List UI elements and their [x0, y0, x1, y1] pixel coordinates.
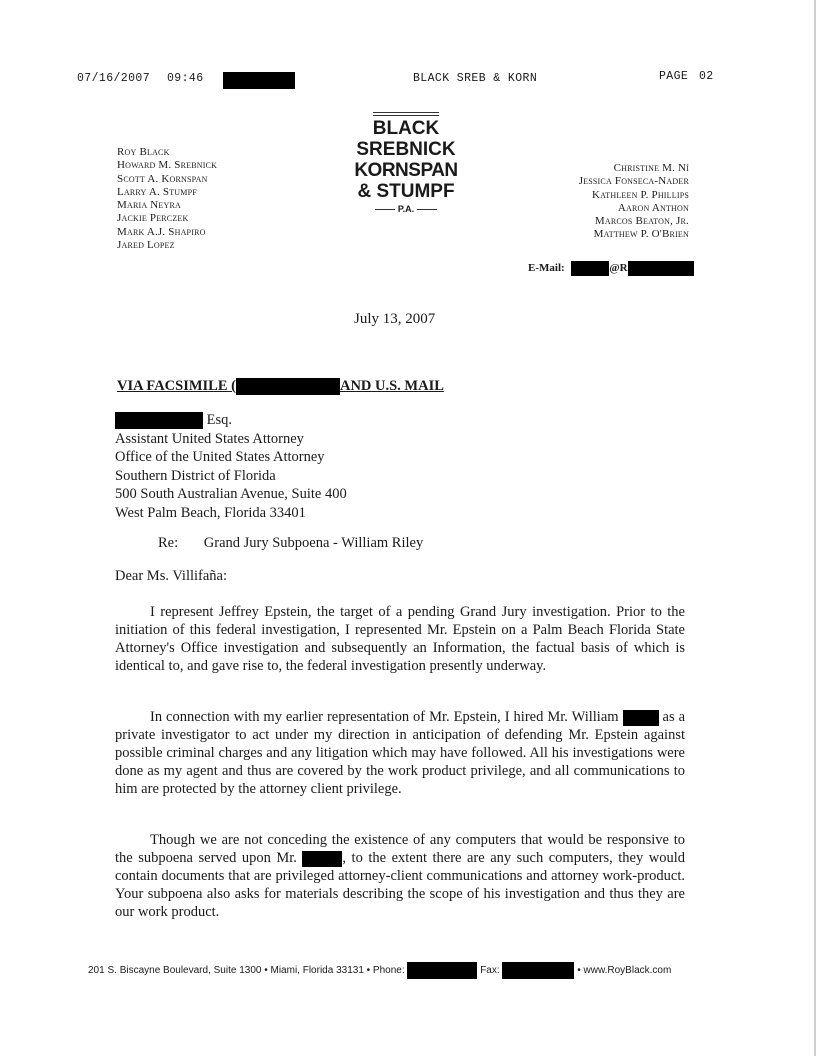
footer-fax-label: Fax:	[480, 965, 500, 977]
footer	[88, 962, 671, 979]
redaction-box	[623, 710, 659, 726]
attorney-name: Roy Black	[117, 146, 170, 158]
via-text-2: AND U.S. MAIL	[339, 378, 444, 394]
paragraph-2-text: as a private investigator to act under my direction in anticipation of defending Mr. Epstein against possible criminal charges and any litigation which may have followed. All his investigations were done as my agent and thus are covered by the work product privilege, and all communications to him are protected by the attorney client privilege.	[115, 709, 686, 797]
email-label: E-Mail:	[528, 262, 565, 275]
attorney-name: Scott A. Kornspan	[117, 172, 208, 185]
attorney-name: Christine M. Ní	[613, 162, 689, 174]
attorney-name: Marcos Beaton, Jr.	[594, 215, 689, 228]
paragraph-3-text: , to the extent there are any such computers, they would contain documents that are privileged attorney-client communications and attorney work-product. Your subpoena also asks for materials describing the scope of his investigation and thus they are our work product.	[115, 850, 685, 920]
paragraph-2	[115, 708, 685, 798]
via-text-1: VIA FACSIMILE (	[117, 378, 236, 394]
logo-line: KORNSPAN	[354, 160, 458, 181]
recipient-block	[115, 411, 347, 522]
attorney-name: Aaron Anthon	[617, 201, 689, 214]
left-attorney-list	[117, 146, 217, 252]
footer-address: 201 S. Biscayne Boulevard, Suite 1300 • Miami, Florida 33131 • Phone:	[88, 965, 405, 977]
paragraph-3	[115, 831, 685, 921]
address-line: Office of the United States Attorney	[115, 449, 325, 465]
delivery-method	[117, 378, 444, 395]
logo-line: & STUMPF	[357, 181, 455, 202]
re-label: Re:	[158, 535, 179, 551]
re-subject: Grand Jury Subpoena - William Riley	[203, 535, 424, 551]
logo-line: SREBNICK	[356, 139, 456, 160]
letter-date: July 13, 2007	[354, 311, 436, 327]
attorney-name: Jackie Perczek	[117, 212, 189, 225]
paragraph-3-text: Though we are not conceding the existence of any computers that would be responsive to the subpoena served upon Mr.	[115, 832, 685, 866]
re-line	[158, 535, 423, 552]
redaction-box	[223, 72, 295, 89]
attorney-name: Kathleen P. Phillips	[592, 188, 689, 201]
attorney-name: Jessica Fonseca-Nader	[578, 175, 689, 188]
fax-date: 07/16/2007	[77, 72, 151, 85]
attorney-name: Howard M. Srebnick	[117, 159, 218, 172]
firm-logo	[346, 112, 466, 215]
fax-sender: BLACK SREB & KORN	[413, 72, 538, 85]
redaction-box	[236, 378, 340, 395]
email-line	[528, 261, 694, 276]
logo-suffix: P.A.	[397, 204, 415, 214]
address-line: 500 South Australian Avenue, Suite 400	[115, 486, 347, 502]
right-attorney-list	[579, 162, 689, 242]
fax-page-number: 02	[699, 70, 714, 83]
address-line: West Palm Beach, Florida 33401	[115, 504, 306, 521]
address-line: Assistant United States Attorney	[115, 430, 304, 447]
footer-website: • www.RoyBlack.com	[577, 965, 672, 977]
salutation: Dear Ms. Villifaña:	[115, 568, 228, 584]
paragraph-1: I represent Jeffrey Epstein, the target of a pending Grand Jury investigation. Prior to the initiation of this federal investigation, I represented Mr. Epstein on a Palm Beach Florida State Attorney's Office investigation and subsequently an Information, the factual basis of which is identical to, and gave rise to, the federal investigation presently underway.	[115, 604, 685, 674]
recipient-suffix: Esq.	[206, 412, 232, 428]
address-line: Southern District of Florida	[115, 467, 276, 484]
redaction-box	[302, 851, 342, 867]
attorney-name: Mark A.J. Shapiro	[117, 225, 206, 238]
fax-header	[77, 72, 737, 90]
redaction-box	[115, 412, 203, 429]
redaction-box	[571, 261, 609, 276]
fax-time: 09:46	[167, 72, 204, 85]
fax-page-label: PAGE	[659, 70, 689, 83]
attorney-name: Maria Neyra	[117, 199, 182, 212]
redaction-box	[407, 962, 477, 979]
email-at: @R	[609, 262, 628, 275]
redaction-box	[628, 261, 694, 276]
paragraph-2-text: In connection with my earlier representation of Mr. Epstein, I hired Mr. William	[150, 709, 619, 725]
attorney-name: Jared Lopez	[117, 239, 175, 252]
redaction-box	[502, 962, 574, 979]
logo-line: BLACK	[372, 118, 440, 139]
attorney-name: Matthew P. O'Brien	[593, 228, 689, 241]
attorney-name: Larry A. Stumpf	[117, 185, 197, 198]
